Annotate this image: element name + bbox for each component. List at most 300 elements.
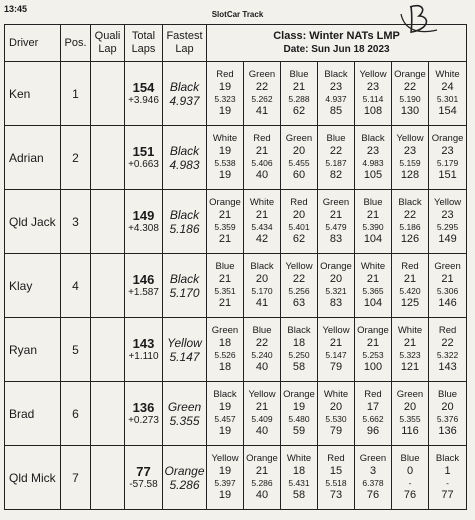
lane-color: Red [364,389,382,400]
lane-color: Orange [209,197,241,208]
lane-time: 5.355 [399,414,421,424]
lane-running-total: 146 [438,297,457,309]
lane-running-total: 59 [292,425,306,437]
laps-count: 154 [132,80,155,95]
lane-cell [207,446,244,510]
laps-count: 149 [132,208,155,223]
lane-laps: 23 [403,145,417,157]
lane-color: Black [361,133,385,144]
lane-time: 5.179 [436,158,459,168]
lane-color: Black [287,325,311,336]
fastest-lane-color: Black [169,207,200,222]
lane-color: Blue [215,261,235,272]
lane-cell [355,126,392,190]
fastest-lap-time: 4.983 [169,157,200,172]
lane-color: Blue [252,325,272,336]
lane-color: Black [250,261,274,272]
lane-color: White [249,197,275,208]
position: 5 [61,318,91,382]
lane-running-total: 108 [363,105,383,117]
lane-time: 5.409 [251,414,273,424]
fastest-lap [163,382,207,446]
lane-laps: 20 [329,401,343,413]
lane-color: Orange [357,325,389,336]
lane-time: 5.295 [436,222,459,232]
driver-name: Ryan [5,318,61,382]
gap-time: -57.58 [129,479,158,490]
lane-running-total: 76 [366,489,380,501]
col-pos: Pos. [61,25,91,62]
lane-laps: 21 [366,337,380,349]
position: 3 [61,190,91,254]
lane-color: Yellow [396,133,424,144]
gap-time: +1.587 [128,287,159,298]
lane-color: Green [434,261,461,272]
lane-laps: 18 [292,337,306,349]
lane-time: 5.479 [325,222,347,232]
lane-running-total: 128 [400,169,420,181]
lane-time: 5.526 [214,350,236,360]
lane-time: 5.322 [436,350,459,360]
lane-laps: 22 [441,337,454,349]
lane-cell [244,382,281,446]
lane-time: 5.114 [362,94,384,104]
lane-time: 5.455 [288,158,310,168]
lane-time: 4.937 [325,94,347,104]
lane-cell [392,254,429,318]
lane-laps: 21 [366,209,380,221]
total-laps [125,126,163,190]
lane-time: 5.530 [325,414,347,424]
lane-time: 5.365 [362,286,384,296]
lane-laps: 22 [403,209,417,221]
lane-color: White [212,133,238,144]
laps-count: 146 [132,272,155,287]
fastest-lap [163,318,207,382]
lane-color: Black [398,197,422,208]
lane-cell [318,318,355,382]
lane-cell [207,190,244,254]
fastest-lap-time: 5.147 [169,349,200,364]
lane-running-total: 104 [363,297,383,309]
lane-color: Orange [431,133,464,144]
lane-laps: 23 [441,209,454,221]
fastest-lane-color: Yellow [167,335,202,350]
lane-running-total: 40 [255,361,269,373]
lane-running-total: 125 [400,297,420,309]
driver-name: Ken [5,62,61,126]
lane-cell [429,318,467,382]
lane-laps: 23 [366,145,380,157]
lane-running-total: 83 [329,297,343,309]
total-laps [125,190,163,254]
lane-cell [429,382,467,446]
lane-cell [244,318,281,382]
lane-time: 5.323 [214,94,236,104]
lane-cell [392,382,429,446]
lane-cell [244,446,281,510]
fastest-lap-time: 5.170 [169,285,200,300]
lane-time: 5.431 [288,478,310,488]
quali-lap [91,254,125,318]
lane-running-total: 62 [292,233,306,245]
quali-lap [91,126,125,190]
lane-running-total: 62 [292,105,306,117]
lane-laps: 21 [329,337,343,349]
lane-laps: 22 [403,81,417,93]
lane-laps: 21 [255,401,269,413]
lane-color: Yellow [285,261,313,272]
quali-lap [91,190,125,254]
table-row [5,62,467,126]
lane-time: 5.359 [214,222,236,232]
lane-time: 5.538 [214,158,236,168]
lane-laps: 18 [218,337,232,349]
table-row [5,446,467,510]
lane-laps: 20 [403,401,417,413]
total-laps [125,318,163,382]
laps-count: 77 [136,464,151,479]
lane-time: 5.253 [362,350,384,360]
lane-cell [281,190,318,254]
lane-time: 6.378 [362,478,384,488]
lane-time: 5.240 [251,350,273,360]
lane-running-total: 105 [363,169,383,181]
lane-laps: 22 [329,145,343,157]
col-quali: Quali Lap [91,25,125,62]
position: 4 [61,254,91,318]
table-row [5,254,467,318]
lane-cell [392,62,429,126]
lane-laps: 18 [292,465,306,477]
total-laps [125,446,163,510]
lane-cell [281,318,318,382]
lane-time: 5.187 [325,158,347,168]
lane-running-total: 143 [438,361,457,373]
driver-name: Adrian [5,126,61,190]
lane-cell [429,62,467,126]
lane-color: Green [322,197,350,208]
lane-cell [207,126,244,190]
lane-color: Green [248,69,276,80]
lane-running-total: 19 [218,169,232,181]
lane-cell [281,62,318,126]
gap-time: +4.308 [128,223,159,234]
lane-running-total: 21 [218,233,232,245]
status-time: 13:45 [4,4,28,14]
lane-laps: 21 [329,209,343,221]
laps-count: 136 [132,400,155,415]
lane-color: Red [290,197,308,208]
lane-cell [281,382,318,446]
gap-time: +0.663 [128,159,159,170]
lane-laps: 17 [366,401,380,413]
lane-laps: 22 [255,337,269,349]
lane-laps: 21 [218,273,232,285]
lane-color: Yellow [433,197,462,208]
lane-time: 5.250 [288,350,310,360]
lane-cell [281,254,318,318]
fastest-lap-time: 5.186 [169,221,200,236]
race-date: Date: Sun Jun 18 2023 [283,44,390,55]
gap-time: +1.110 [128,351,159,362]
driver-name: Klay [5,254,61,318]
lane-running-total: 96 [366,425,380,437]
lane-cell [392,318,429,382]
lane-time: 5.306 [436,286,459,296]
lane-running-total: 63 [292,297,306,309]
position: 1 [61,62,91,126]
lane-time: 5.406 [251,158,273,168]
fastest-lap-time: 4.937 [169,93,200,108]
lane-running-total: 19 [218,105,232,117]
lane-running-total: 104 [363,233,383,245]
lane-running-total: 126 [400,233,420,245]
lane-running-total: 83 [329,233,343,245]
lane-laps: 20 [292,145,306,157]
lane-color: Orange [246,453,278,464]
lane-laps: 21 [366,273,380,285]
lane-color: Black [213,389,237,400]
lane-running-total: 130 [400,105,420,117]
lane-color: Blue [326,133,346,144]
lane-time: 5.288 [288,94,310,104]
lane-time: 5.518 [325,478,347,488]
lane-color: Green [285,133,313,144]
lane-cell [318,446,355,510]
total-laps [125,382,163,446]
lane-running-total: 40 [255,489,269,501]
gap-time: +3.946 [128,95,159,106]
driver-name: Qld Jack [5,190,61,254]
lane-time: 5.457 [214,414,236,424]
lane-time: 5.480 [288,414,310,424]
lane-laps: 22 [255,81,269,93]
lane-laps: 0 [406,465,414,477]
laps-count: 143 [132,336,155,351]
fastest-lap [163,126,207,190]
lane-laps: 20 [255,273,269,285]
lane-time: 5.662 [362,414,384,424]
lane-time: 5.186 [399,222,421,232]
lane-laps: 21 [218,209,232,221]
lane-time: 5.321 [325,286,347,296]
lane-laps: 21 [255,145,269,157]
lane-cell [244,126,281,190]
lane-laps: 19 [218,401,232,413]
lane-cell [429,254,467,318]
lane-cell [318,190,355,254]
lane-time: 5.420 [399,286,421,296]
lane-cell [355,254,392,318]
results-table [4,24,467,510]
class-name: Class: Winter NATs LMP [273,30,400,42]
lane-running-total: 154 [438,105,457,117]
col-total-laps: Total Laps [125,25,163,62]
lane-time: 5.434 [251,222,273,232]
lane-running-total: 21 [218,297,232,309]
lane-running-total: 73 [329,489,343,501]
lane-running-total: 40 [255,425,269,437]
lane-running-total: 151 [438,169,457,181]
lane-time: 5.351 [214,286,236,296]
position: 6 [61,382,91,446]
lane-running-total: 42 [255,233,269,245]
lane-running-total: 100 [363,361,383,373]
lane-color: Yellow [248,389,276,400]
lane-laps: 22 [292,273,306,285]
lane-laps: 24 [441,81,454,93]
quali-lap [91,382,125,446]
fastest-lap-time: 5.286 [169,477,200,492]
fastest-lane-color: Black [169,79,200,94]
lane-time: 5.286 [251,478,273,488]
lane-color: White [286,453,312,464]
lane-running-total: 116 [401,425,419,437]
lane-color: Red [438,325,457,336]
lane-cell [244,254,281,318]
lane-running-total: 149 [438,233,457,245]
lane-cell [355,62,392,126]
lane-color: Red [327,453,345,464]
total-laps [125,62,163,126]
lane-cell [355,190,392,254]
lane-running-total: 19 [218,489,232,501]
lane-color: Green [359,453,387,464]
table-row [5,382,467,446]
lane-laps: 19 [292,401,306,413]
total-laps [125,254,163,318]
lane-time: 5.256 [288,286,310,296]
lane-running-total: 77 [441,489,454,501]
lane-color: Orange [283,389,315,400]
lane-cell [207,318,244,382]
lane-cell [207,62,244,126]
lane-color: Blue [438,389,458,400]
lane-color: Green [396,389,424,400]
col-fastest-lap: Fastest Lap [163,25,207,62]
lane-color: Blue [289,69,309,80]
driver-name: Brad [5,382,61,446]
lane-time: 5.262 [251,94,273,104]
lane-time: 5.190 [399,94,421,104]
lane-laps: 19 [218,465,232,477]
lane-cell [318,62,355,126]
lane-laps: 20 [441,401,454,413]
lane-time: 5.401 [288,222,310,232]
lane-running-total: 121 [400,361,420,373]
lane-color: Orange [320,261,352,272]
lane-color: Red [401,261,419,272]
lane-running-total: 82 [329,169,343,181]
lane-running-total: 41 [255,105,269,117]
lane-running-total: 41 [255,297,269,309]
lane-running-total: 79 [329,425,343,437]
lane-cell [429,446,467,510]
lane-laps: 19 [218,145,232,157]
lane-running-total: 76 [403,489,417,501]
lane-color: Blue [363,197,383,208]
lane-cell [318,382,355,446]
lane-color: Orange [394,69,426,80]
fastest-lap [163,446,207,510]
lane-time: 5.301 [436,94,459,104]
lane-cell [281,446,318,510]
lane-running-total: 85 [329,105,343,117]
lane-time: - [446,478,449,488]
lane-cell [207,382,244,446]
lane-laps: 21 [255,465,269,477]
lane-color: White [397,325,423,336]
lane-running-total: 60 [292,169,306,181]
lane-laps: 21 [441,273,454,285]
gap-time: +0.273 [128,415,159,426]
lane-color: White [323,389,349,400]
quali-lap [91,318,125,382]
lane-laps: 20 [329,273,343,285]
lane-cell [244,190,281,254]
lane-laps: 23 [329,81,343,93]
lane-color: Yellow [359,69,387,80]
lane-laps: 23 [366,81,380,93]
class-header [207,25,467,62]
lane-time: 5.323 [399,350,421,360]
lane-running-total: 58 [292,361,306,373]
lane-laps: 15 [329,465,343,477]
lane-time: 5.397 [214,478,236,488]
lane-running-total: 79 [329,361,343,373]
position: 7 [61,446,91,510]
lane-laps: 19 [218,81,232,93]
fastest-lap [163,190,207,254]
fastest-lane-color: Orange [164,463,205,478]
lane-color: Black [435,453,460,464]
col-driver: Driver [5,25,61,62]
fastest-lap-time: 5.355 [169,413,200,428]
lane-time: 5.159 [399,158,421,168]
fastest-lap [163,62,207,126]
page-title: SlotCar Track [211,10,264,19]
lane-laps: 21 [403,273,417,285]
lane-laps: 21 [403,337,417,349]
fastest-lap [163,254,207,318]
quali-lap [91,446,125,510]
lane-cell [392,446,429,510]
lane-cell [318,126,355,190]
lane-cell [392,190,429,254]
lane-running-total: 136 [438,425,457,437]
lane-cell [244,62,281,126]
lane-cell [355,446,392,510]
lane-running-total: 19 [218,425,232,437]
lane-cell [355,382,392,446]
lane-color: Blue [400,453,420,464]
lane-color: Yellow [322,325,350,336]
lane-time: 5.170 [251,286,273,296]
lane-cell [392,126,429,190]
fastest-lane-color: Green [167,399,202,414]
quali-lap [91,62,125,126]
lane-cell [429,126,467,190]
lane-cell [429,190,467,254]
fastest-lane-color: Black [169,143,200,158]
lane-time: 4.983 [362,158,384,168]
fastest-lane-color: Black [169,271,200,286]
lane-color: Yellow [211,453,239,464]
lane-time: 5.390 [362,222,384,232]
lane-laps: 21 [255,209,269,221]
position: 2 [61,126,91,190]
